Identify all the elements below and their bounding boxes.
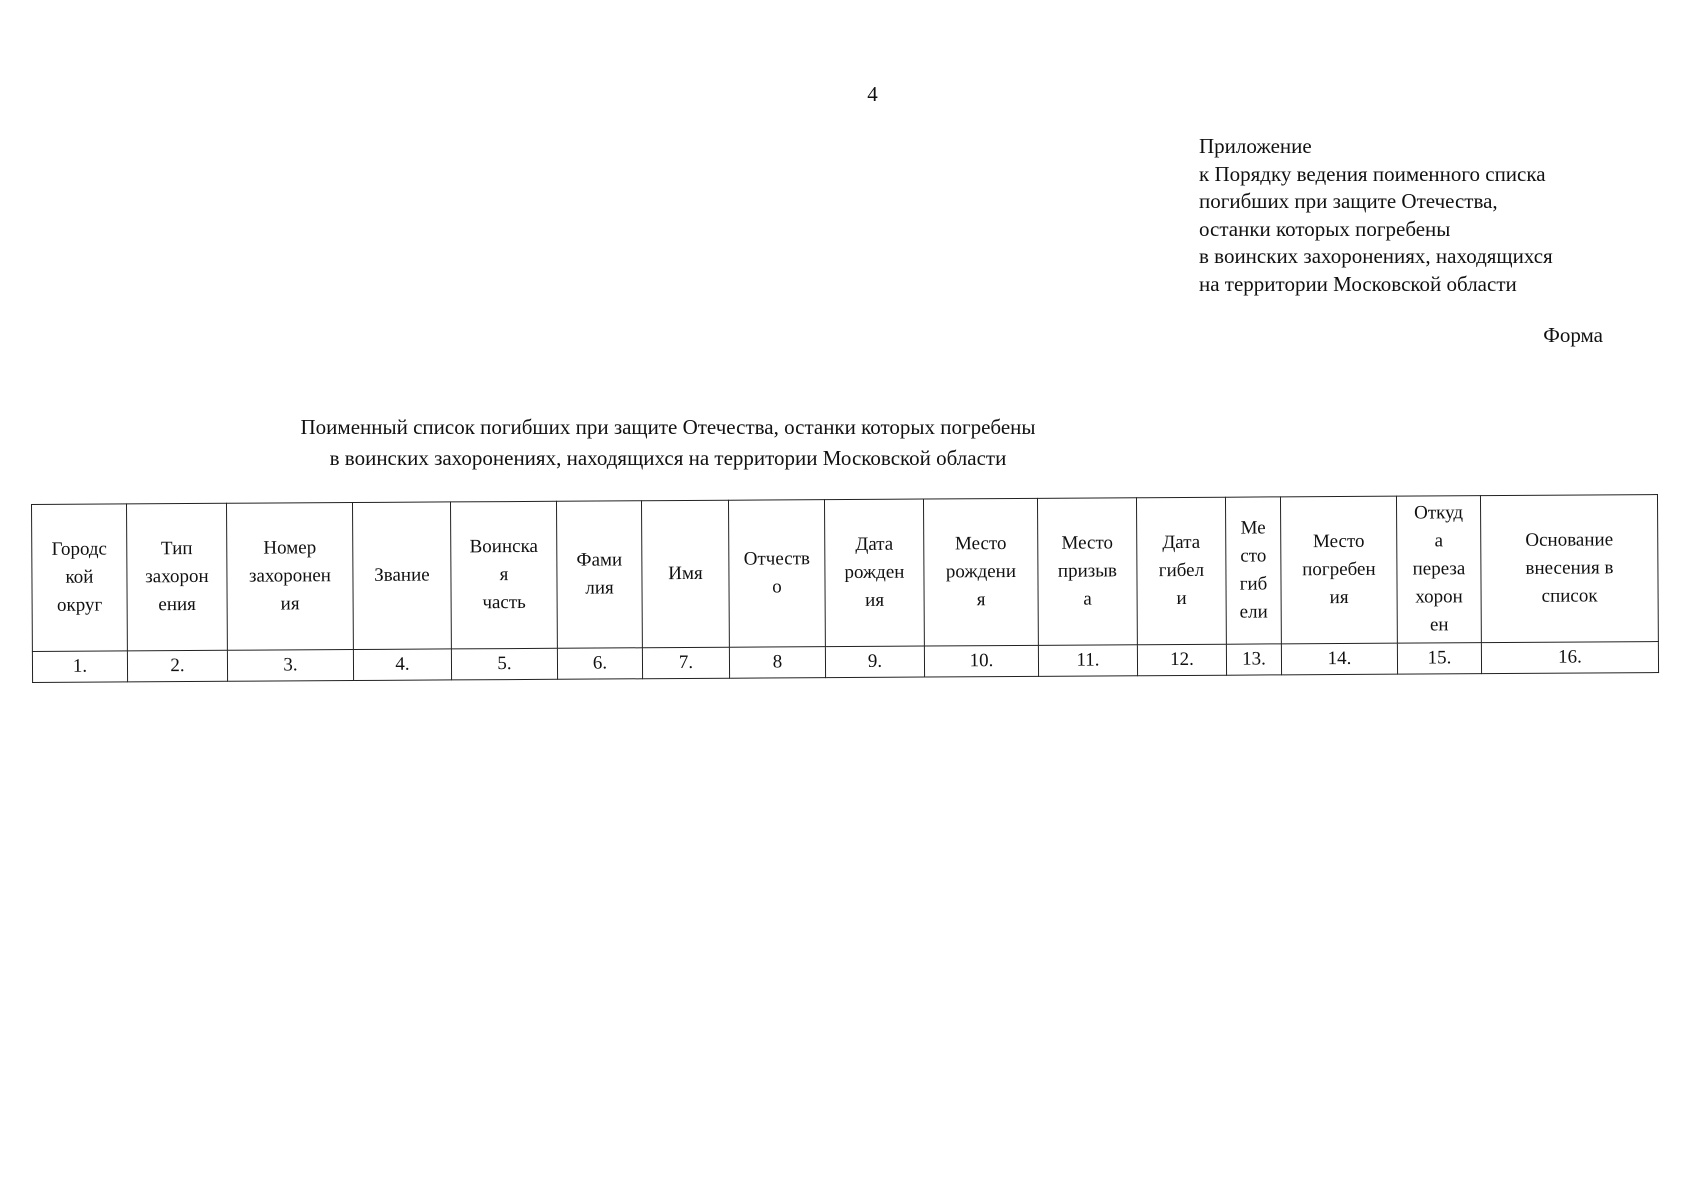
header-cell: Отчеств о: [728, 500, 825, 648]
column-number-cell: 14.: [1281, 643, 1397, 675]
appendix-line: останки которых погребены: [1199, 216, 1451, 241]
header-cell: Дата рожден ия: [824, 499, 924, 647]
column-number-cell: 10.: [924, 645, 1038, 677]
column-number-cell: 4.: [353, 649, 451, 681]
register-table: [31, 494, 1659, 683]
column-number-cell: 9.: [825, 646, 924, 678]
appendix-note: [1199, 133, 1553, 298]
column-number-cell: 15.: [1397, 643, 1481, 675]
document-title: [0, 412, 1336, 474]
appendix-line: Приложение: [1199, 134, 1312, 158]
appendix-line: на территории Московской области: [1199, 271, 1517, 296]
register-table-wrapper: [31, 494, 1658, 683]
header-cell: Основание внесения в список: [1480, 495, 1658, 643]
form-label: Форма: [1543, 323, 1603, 347]
column-number-cell: 5.: [451, 648, 557, 680]
header-cell: Место призыв а: [1037, 498, 1137, 646]
appendix-line: к Порядку ведения поименного списка: [1199, 161, 1546, 186]
column-number-cell: 2.: [127, 650, 227, 682]
column-number-cell: 7.: [642, 647, 729, 679]
header-cell: Звание: [352, 502, 451, 650]
header-row: [32, 495, 1659, 652]
appendix-line: в воинских захоронениях, находящихся: [1199, 244, 1553, 268]
header-cell: Городс кой округ: [32, 504, 128, 652]
column-number-cell: 12.: [1137, 644, 1226, 676]
title-line-2: в воинских захоронениях, находящихся на территории Московской области: [329, 446, 1007, 470]
header-cell: Номер захоронен ия: [226, 503, 353, 651]
column-number-cell: 1.: [32, 651, 127, 683]
page-number: 4: [867, 82, 878, 106]
column-number-cell: 13.: [1226, 644, 1281, 675]
header-cell: Фами лия: [556, 501, 642, 649]
column-number-cell: 8: [729, 647, 825, 679]
header-cell: Откуд а переза хорон ен: [1396, 496, 1481, 644]
column-number-cell: 3.: [227, 650, 353, 682]
title-line-1: Поименный список погибших при защите Отечества, останки которых погребены: [300, 415, 1036, 439]
column-number-cell: 6.: [557, 648, 642, 680]
header-cell: Место рождени я: [923, 498, 1038, 646]
column-number-cell: 11.: [1038, 645, 1137, 677]
appendix-line: погибших при защите Отечества,: [1199, 189, 1498, 213]
column-number-cell: 16.: [1481, 642, 1658, 674]
header-cell: Ме сто гиб ели: [1225, 497, 1281, 644]
header-cell: Дата гибел и: [1136, 497, 1226, 645]
header-cell: Воинска я часть: [450, 501, 557, 649]
header-cell: Тип захорон ения: [127, 503, 228, 651]
header-cell: Место погребен ия: [1280, 496, 1397, 644]
header-cell: Имя: [641, 500, 729, 648]
